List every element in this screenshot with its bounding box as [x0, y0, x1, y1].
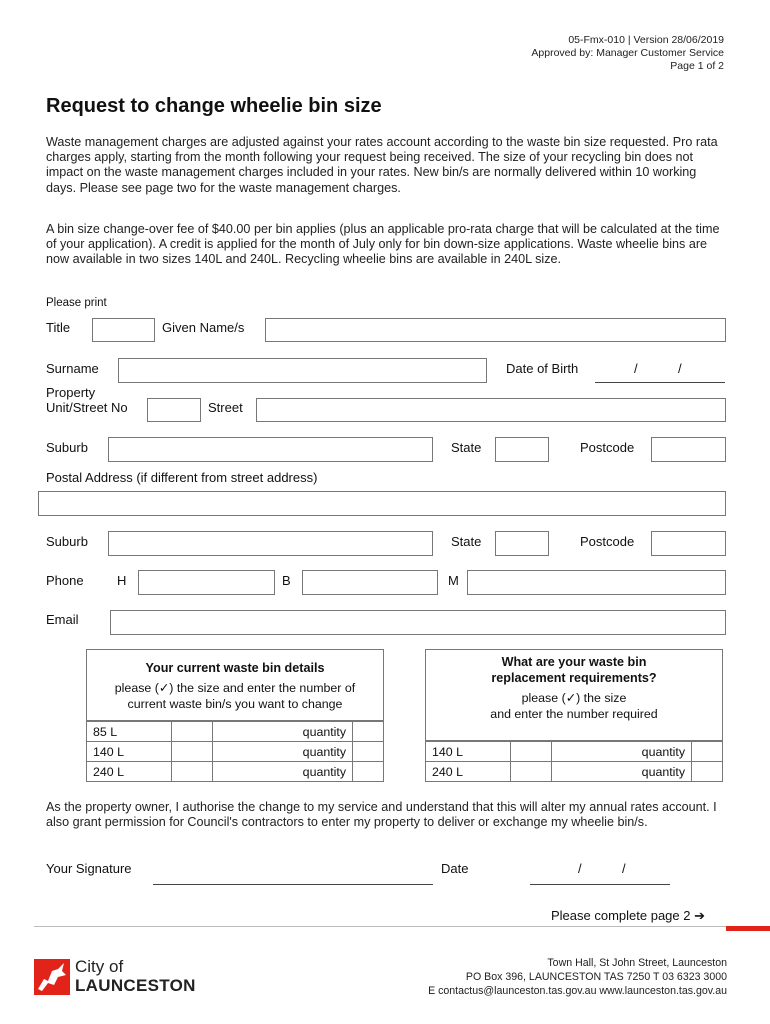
quantity-label: quantity — [551, 742, 692, 762]
phone-home-label: H — [117, 573, 127, 588]
quantity-label: quantity — [212, 742, 353, 762]
surname-label: Surname — [46, 361, 99, 376]
bin-size: 140 L — [87, 742, 172, 762]
tick-cell[interactable] — [171, 742, 212, 762]
table-row — [426, 742, 723, 762]
title-label: Title — [46, 320, 71, 335]
postal-address-label: Postal Address (if different from street address) — [46, 470, 318, 485]
phone-business-label: B — [282, 573, 291, 588]
postal-postcode-field[interactable] — [651, 531, 726, 556]
logo-mark-icon — [34, 959, 70, 995]
tick-cell[interactable] — [510, 762, 551, 782]
page-title: Request to change wheelie bin size — [46, 95, 382, 117]
dob-separator-1: / — [634, 361, 638, 376]
approved-by: Approved by: Manager Customer Service — [531, 47, 724, 59]
postal-suburb-label: Suburb — [46, 534, 88, 549]
form-id: 05-Fmx-010 | Version 28/06/2019 — [568, 34, 724, 46]
phone-business-field[interactable] — [302, 570, 438, 595]
continue-note: Please complete page 2 ➔ — [551, 908, 705, 923]
suburb-field[interactable] — [108, 437, 433, 462]
quantity-cell[interactable] — [353, 762, 384, 782]
bin-size: 85 L — [87, 722, 172, 742]
current-bins-instruction-1: please (✓) the size and enter the number of — [114, 681, 356, 695]
title-field[interactable] — [92, 318, 155, 342]
current-bins-instruction-2: current waste bin/s you want to change — [127, 697, 343, 711]
bin-size: 240 L — [426, 762, 511, 782]
quantity-cell[interactable] — [353, 742, 384, 762]
footer-accent-bar — [726, 926, 770, 931]
postal-postcode-label: Postcode — [580, 534, 635, 549]
intro-paragraph-2: A bin size change-over fee of $40.00 per bin applies (plus an applicable pro-rata charge that will be calculated at the time of your application). A credit is applied for the month of July only for bin down-size applications. Waste wheelie bins are now available in two sizes 140L and 240L. Recycling wheelie bins are available in 240L size. — [46, 222, 720, 267]
page-number: Page 1 of 2 — [670, 60, 724, 72]
email-field[interactable] — [110, 610, 726, 635]
date-separator-2: / — [622, 861, 626, 876]
replacement-bins-instruction-2: and enter the number required — [490, 707, 658, 721]
bin-size: 240 L — [87, 762, 172, 782]
email-label: Email — [46, 612, 79, 627]
address-line-2: PO Box 396, LAUNCESTON TAS 7250 T 03 6323 3000 — [465, 971, 727, 983]
quantity-label: quantity — [551, 762, 692, 782]
suburb-label: Suburb — [46, 440, 88, 455]
postal-address-field[interactable] — [38, 491, 726, 516]
dob-separator-2: / — [678, 361, 682, 376]
please-print-note: Please print — [46, 297, 107, 309]
logo-text-line-1: City of — [75, 957, 124, 976]
intro-paragraph-1: Waste management charges are adjusted against your rates account according to the waste bin size requested. Pro rata charges apply, starting from the month following your request being received. The size of your recycling bin does not impact on the waste management charges included in your rates. New bin/s are normally delivered within 10 working days. Please see page two for the waste management charges. — [46, 135, 718, 195]
document-header — [531, 34, 724, 73]
state-label: State — [451, 440, 482, 455]
table-row — [87, 742, 384, 762]
tick-cell[interactable] — [171, 722, 212, 742]
postal-suburb-field[interactable] — [108, 531, 433, 556]
date-label: Date — [441, 861, 469, 876]
surname-field[interactable] — [118, 358, 487, 383]
given-names-label: Given Name/s — [162, 320, 245, 335]
signature-label: Your Signature — [46, 861, 132, 876]
phone-home-field[interactable] — [138, 570, 275, 595]
replacement-bins-panel — [425, 649, 723, 741]
quantity-label: quantity — [212, 722, 353, 742]
quantity-label: quantity — [212, 762, 353, 782]
current-bins-table — [86, 721, 384, 782]
authorisation-text: As the property owner, I authorise the change to my service and understand that this will alter my annual rates account. I also grant permission for Council's contractors to enter my property to deliver or exchange my wheelie bin/s. — [46, 800, 717, 830]
street-label: Street — [208, 400, 243, 415]
dob-label: Date of Birth — [506, 361, 579, 376]
dob-field[interactable] — [595, 368, 725, 383]
replacement-bins-heading-2: replacement requirements? — [491, 671, 657, 685]
table-row — [426, 762, 723, 782]
current-bins-heading: Your current waste bin details — [145, 661, 325, 675]
phone-label: Phone — [46, 573, 84, 588]
replacement-bins-instruction-1: please (✓) the size — [521, 691, 627, 705]
logo-text-line-2: LAUNCESTON — [75, 976, 196, 995]
footer-address — [428, 956, 727, 998]
quantity-cell[interactable] — [353, 722, 384, 742]
table-row — [87, 722, 384, 742]
phone-mobile-field[interactable] — [467, 570, 726, 595]
address-line-3: E contactus@launceston.tas.gov.au www.launceston.tas.gov.au — [428, 985, 727, 997]
bin-size: 140 L — [426, 742, 511, 762]
postal-state-field[interactable] — [495, 531, 549, 556]
signature-field[interactable] — [153, 870, 433, 885]
unit-street-no-label: Unit/Street No — [46, 400, 128, 415]
unit-street-no-field[interactable] — [147, 398, 201, 422]
address-line-1: Town Hall, St John Street, Launceston — [547, 957, 727, 969]
replacement-bins-heading-1: What are your waste bin — [501, 655, 647, 669]
street-field[interactable] — [256, 398, 726, 422]
state-field[interactable] — [495, 437, 549, 462]
footer-divider — [34, 926, 726, 927]
given-names-field[interactable] — [265, 318, 726, 342]
phone-mobile-label: M — [448, 573, 459, 588]
postal-state-label: State — [451, 534, 482, 549]
table-row — [87, 762, 384, 782]
quantity-cell[interactable] — [692, 742, 723, 762]
tick-cell[interactable] — [171, 762, 212, 782]
tick-cell[interactable] — [510, 742, 551, 762]
quantity-cell[interactable] — [692, 762, 723, 782]
council-logo — [34, 958, 204, 998]
date-separator-1: / — [578, 861, 582, 876]
date-field[interactable] — [530, 870, 670, 885]
replacement-bins-table — [425, 741, 723, 782]
postcode-label: Postcode — [580, 440, 635, 455]
property-label: Property — [46, 385, 96, 400]
postcode-field[interactable] — [651, 437, 726, 462]
current-bins-panel — [86, 649, 384, 721]
